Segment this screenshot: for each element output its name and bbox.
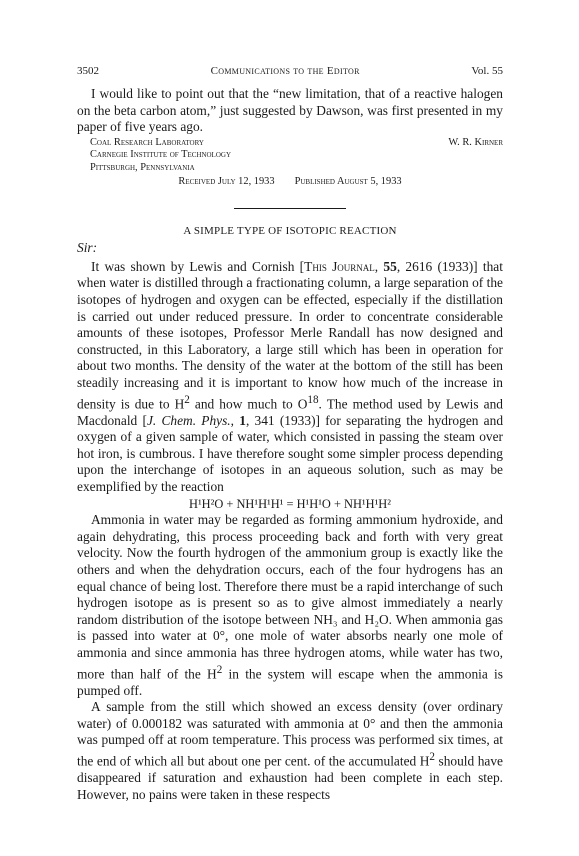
reference-journal: J. Chem. Phys.	[146, 412, 231, 428]
paragraph-2: Ammonia in water may be regarded as forming ammonium hydroxide, and again dehydrating, this process proceeding back and forth with very great velocity. Now the fourth hydrogen of the ammonium group is exactly like the others and when the dehydration occurs, each of the four hydrogens has an equal chance of being lost. Therefore there must be a rapid interchange of such hydrogen isotope as is present so as to give almost immediately a nearly random distribution of the isotope between NH₃ and H₂O. When ammonia gas is passed into water at 0°, one mole of water absorbs nearly one mole of ammonia and since ammonia has three hydrogen atoms, while water has two, more than half of the $H^2$ in the system will escape when the ammonia is pumped off.	[77, 512, 503, 698]
running-title: Communications to the Editor	[210, 65, 360, 77]
journal-name: This Journal	[304, 258, 375, 274]
volume-label: Vol. 55	[471, 65, 503, 77]
signature-line-2	[77, 149, 503, 162]
section-divider	[234, 208, 346, 209]
dates-line	[77, 175, 503, 188]
received-date: Received July 12, 1933	[178, 176, 275, 188]
salutation: Sir:	[77, 240, 98, 256]
reaction-equation: H¹H²O + NH¹H¹H¹ = H¹H¹O + NH¹H¹H²	[189, 496, 391, 511]
affiliation-line-2: Carnegie Institute of Technology	[90, 149, 231, 161]
affiliation-line-3: Pittsburgh, Pennsylvania	[90, 161, 195, 173]
volume-number: 55	[383, 258, 397, 274]
page-number: 3502	[77, 65, 99, 77]
signature-line-3	[77, 162, 503, 175]
running-head	[77, 64, 503, 78]
paragraph-1: It was shown by Lewis and Cornish [This Journal, 55, 2616 (1933)] that when water is distilled through a fractionating column, a large separation of the isotopes of hydrogen and oxygen can be effected, especially if the distillation is carried out under reduced pressure. In order to concentrate considerable amounts of these isotopes, Professor Merle Randall has now designed and constructed, in this Laboratory, a large still which has been in operation for about two months. The density of the water at the bottom of the still has been steadily increasing and it is important to know how much of the increase in density is due to $H^2$ and how much to $O^{18}$. The method used by Lewis and Macdonald [J. Chem. Phys., 1, 341 (1933)] for separating the hydrogen and oxygen of a given sample of water, which consisted in passing the steam over hot iron, is cumbrous. I have therefore sought some simpler process depending upon the interchange of isotopes in an aqueous solution, such as may be exemplified by the reaction	[77, 258, 504, 495]
signature-line-1	[77, 137, 503, 150]
published-date: Published August 5, 1933	[294, 176, 402, 188]
paragraph-3: A sample from the still which showed an excess density (over ordinary water) of 0.000182 was saturated with ammonia at 0° and then the ammonia was pumped off at room temperature. This process was performed six times, at the end of which all but about one per cent. of the accumulated $H^2$ should have disappeared if saturation and exhaustion had been complete in each step. However, no pains were taken in these respects	[77, 699, 503, 802]
article-title: A SIMPLE TYPE OF ISOTOPIC REACTION	[183, 225, 397, 238]
author-name: W. R. Kirner	[448, 136, 503, 148]
previous-letter-closing: I would like to point out that the “new limitation, that of a reactive halogen on the beta carbon atom,” just suggested by Dawson, was first presented in my paper of five years ago.	[77, 86, 503, 135]
affiliation-line-1: Coal Research Laboratory	[90, 136, 204, 148]
previous-letter-signature	[77, 137, 503, 175]
